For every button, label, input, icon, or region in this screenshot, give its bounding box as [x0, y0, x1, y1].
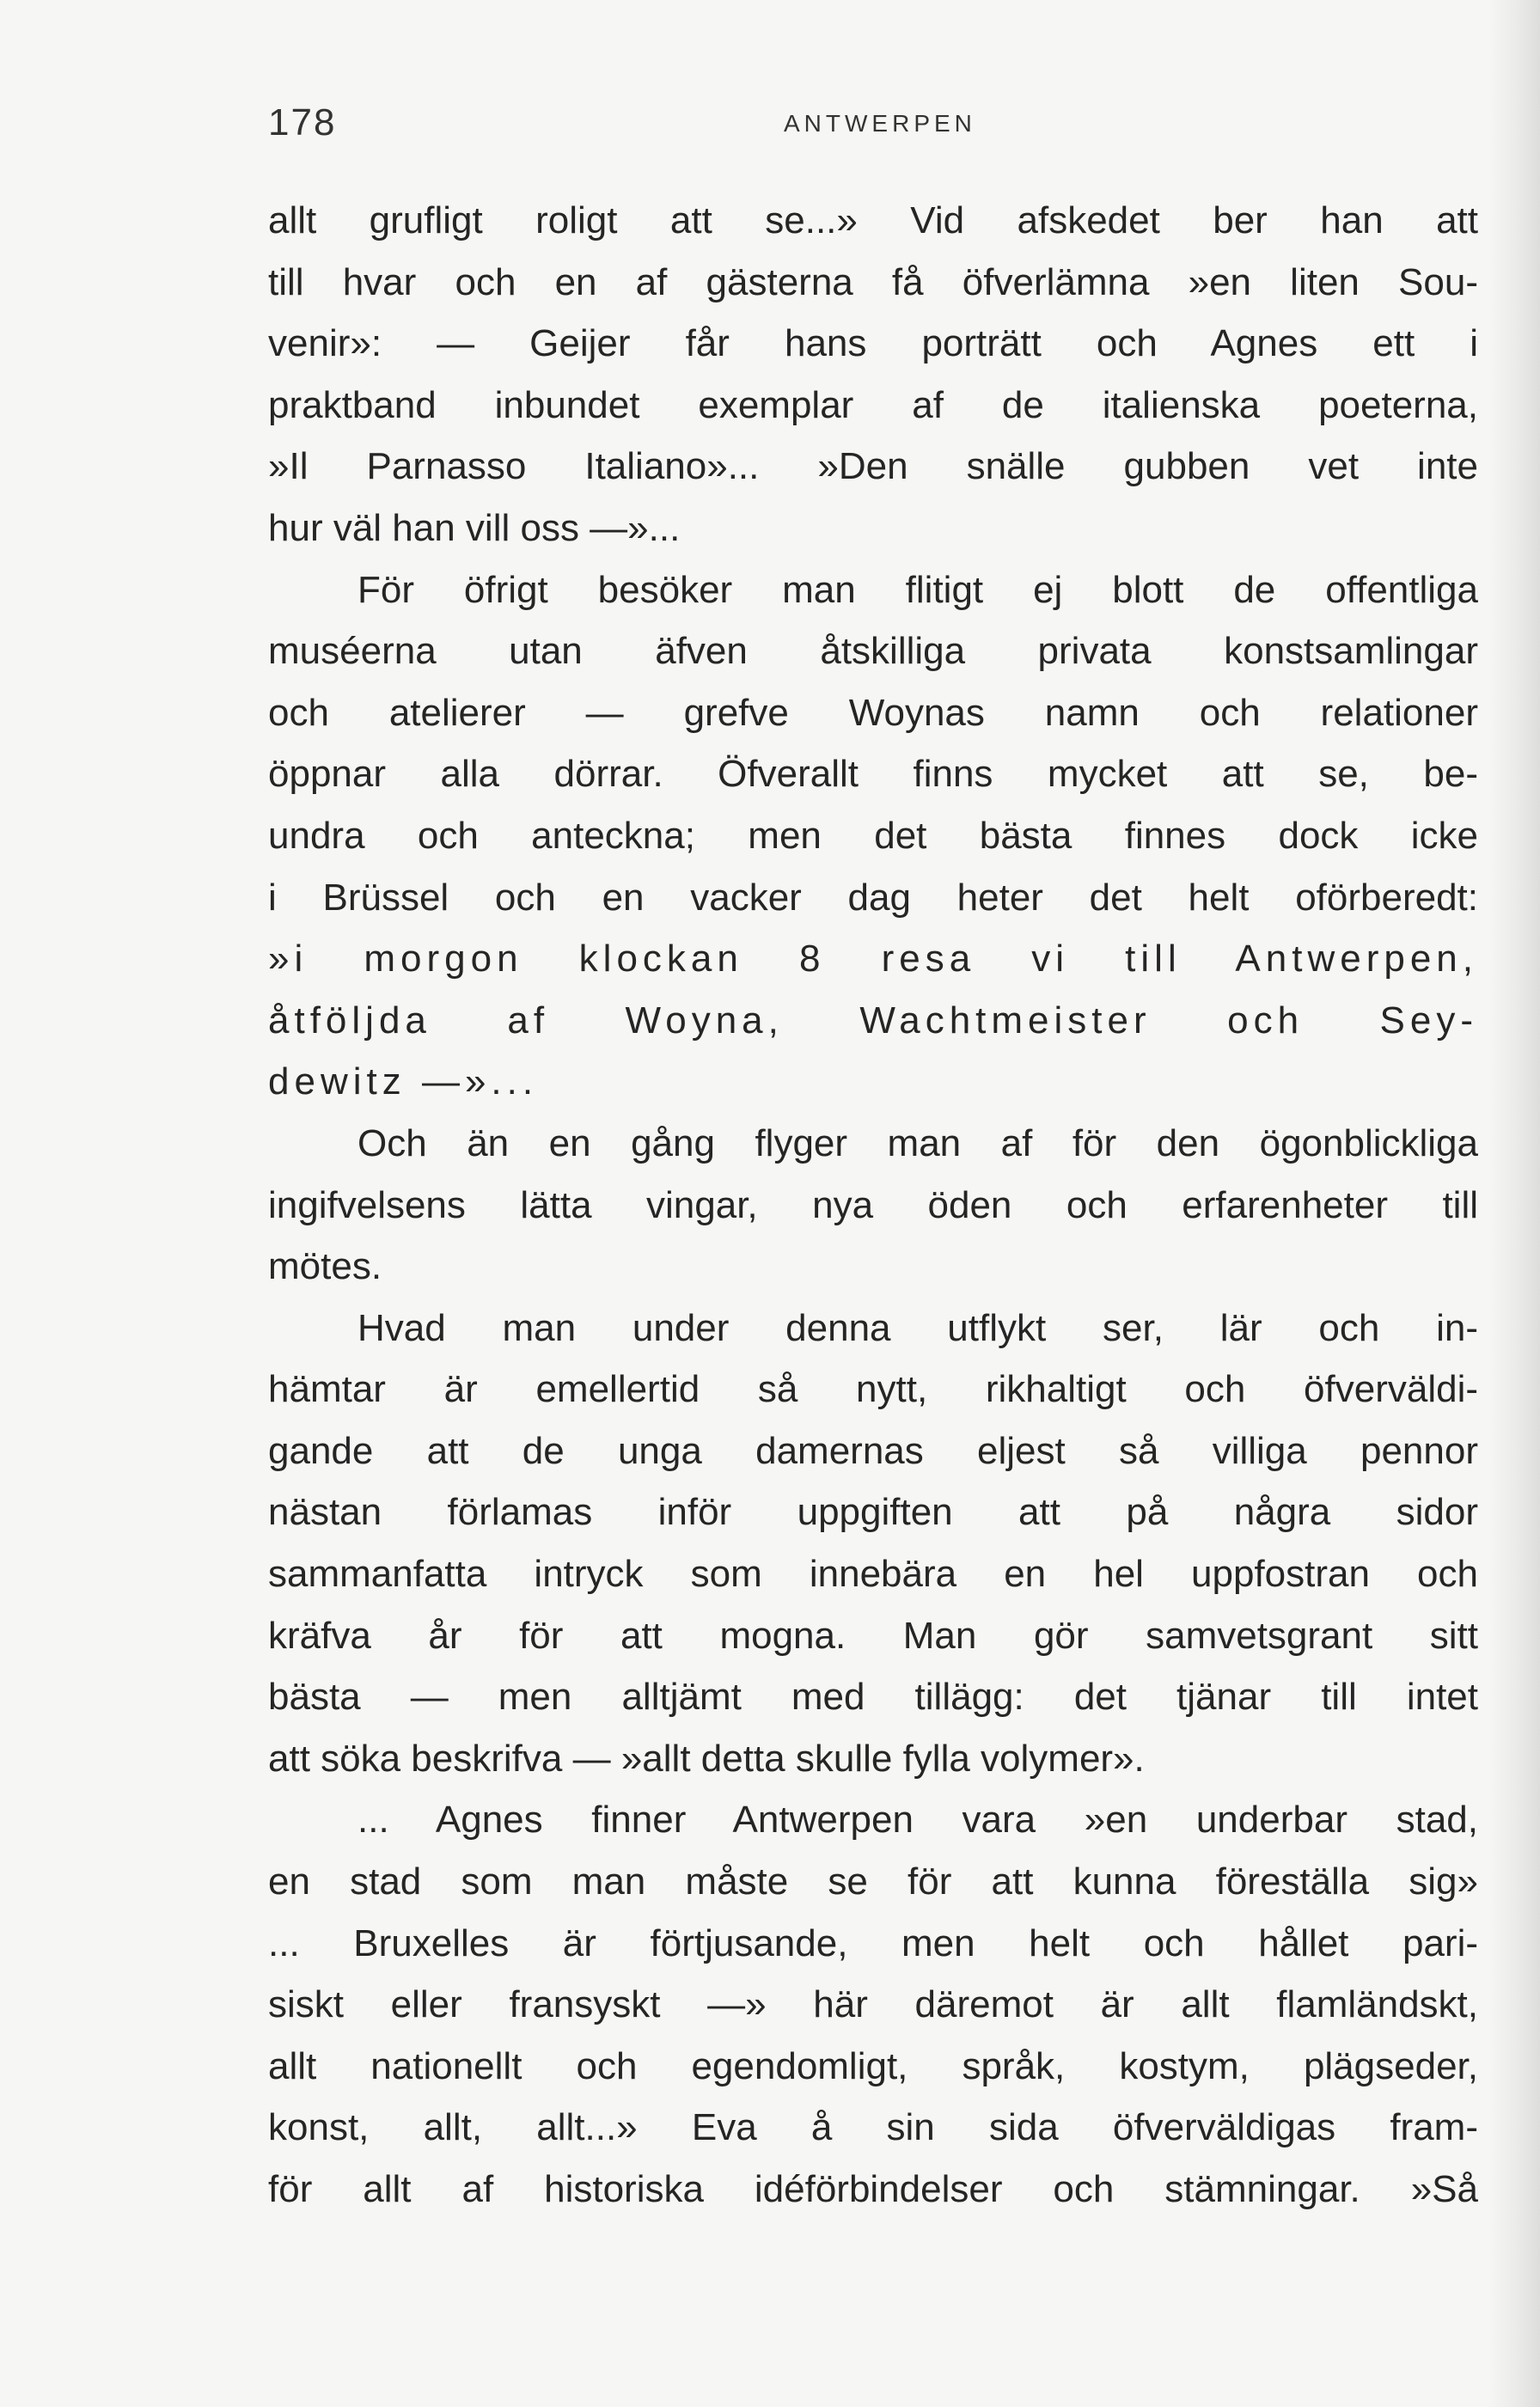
- text-line: siskt eller fransyskt —» här däremot är allt flamländskt,: [268, 1983, 1478, 2026]
- text-line: undra och anteckna; men det bästa finnes dock icke: [268, 814, 1478, 857]
- text-line: i Brüssel och en vacker dag heter det helt oförberedt:: [268, 876, 1478, 919]
- text-line: venir»: — Geijer får hans porträtt och Agnes ett i: [268, 322, 1478, 365]
- paragraph-first-line: ... Agnes finner Antwerpen vara »en underbar stad,: [358, 1799, 1478, 1842]
- text-line: sammanfatta intryck som innebära en hel uppfostran och: [268, 1553, 1478, 1596]
- text-line: öppnar alla dörrar. Öfverallt finns mycket att se, be-: [268, 753, 1478, 796]
- page-header: [268, 101, 1475, 153]
- text-line: bästa — men alltjämt med tillägg: det tjänar till intet: [268, 1676, 1478, 1719]
- text-line: hämtar är emellertid så nytt, rikhaltigt och öfverväldi-: [268, 1368, 1478, 1411]
- text-line: hur väl han vill oss —»...: [268, 506, 681, 549]
- text-line: kräfva år för att mogna. Man gör samvetsgrant sitt: [268, 1614, 1478, 1657]
- text-line: mötes.: [268, 1245, 382, 1288]
- text-line: ingifvelsens lätta vingar, nya öden och erfarenheter till: [268, 1183, 1478, 1226]
- text-line: praktband inbundet exemplar af de italienska poeterna,: [268, 383, 1478, 426]
- paragraph-first-line: Och än en gång flyger man af för den ögonblickliga: [358, 1121, 1478, 1164]
- spaced-text-line: åtföljda af Woyna, Wachtmeister och Sey-: [268, 999, 1478, 1042]
- text-line: och atelierer — grefve Woynas namn och relationer: [268, 691, 1478, 734]
- page-edge-shadow: [1488, 0, 1540, 2407]
- page-number: 178: [268, 101, 337, 144]
- text-line: att söka beskrifva — »allt detta skulle fylla volymer».: [268, 1737, 1145, 1780]
- text-line: en stad som man måste se för att kunna föreställa sig»: [268, 1860, 1478, 1903]
- text-line: till hvar och en af gästerna få öfverlämna »en liten Sou-: [268, 260, 1478, 303]
- body-text: [268, 190, 1478, 2221]
- text-line: konst, allt, allt...» Eva å sin sida öfverväldigas fram-: [268, 2106, 1478, 2149]
- text-line: ... Bruxelles är förtjusande, men helt och hållet pari-: [268, 1921, 1478, 1964]
- spaced-text-line: dewitz —»...: [268, 1060, 539, 1103]
- text-line: »Il Parnasso Italiano»... »Den snälle gubben vet inte: [268, 445, 1478, 488]
- text-line: nästan förlamas inför uppgiften att på några sidor: [268, 1491, 1478, 1534]
- text-line: muséerna utan äfven åtskilliga privata konstsamlingar: [268, 630, 1478, 673]
- running-head: ANTWERPEN: [784, 110, 976, 137]
- text-line: allt nationellt och egendomligt, språk, kostym, plägseder,: [268, 2044, 1478, 2087]
- text-line: för allt af historiska idéförbindelser och stämningar. »Så: [268, 2168, 1478, 2210]
- text-line: gande att de unga damernas eljest så villiga pennor: [268, 1429, 1478, 1472]
- paragraph-first-line: Hvad man under denna utflykt ser, lär och in-: [358, 1306, 1478, 1349]
- spaced-text-line: »i morgon klockan 8 resa vi till Antwerpen,: [268, 938, 1478, 981]
- text-line: allt grufligt roligt att se...» Vid afskedet ber han att: [268, 199, 1478, 241]
- paragraph-first-line: För öfrigt besöker man flitigt ej blott de offentliga: [358, 568, 1478, 611]
